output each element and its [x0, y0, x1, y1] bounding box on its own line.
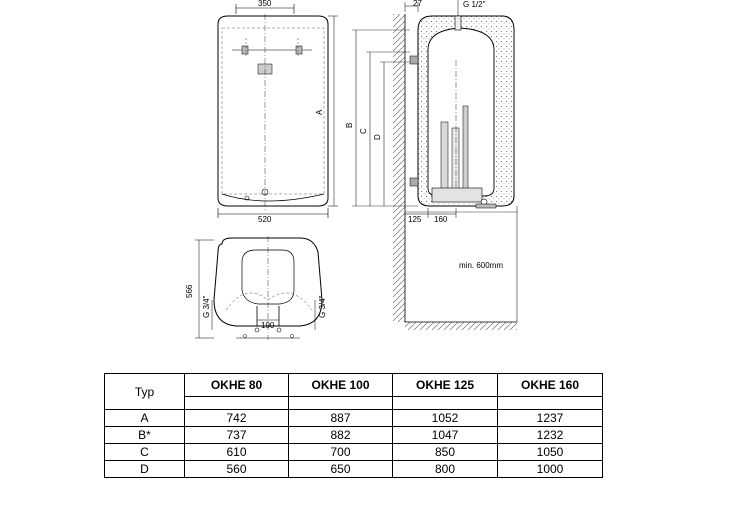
model-header: OKHE 125: [393, 374, 498, 397]
table-row: [105, 410, 603, 427]
pipe-right-label: G 3/4": [318, 295, 327, 318]
bottom-depth-label: 566: [185, 284, 194, 298]
table-cell: 850: [393, 444, 498, 461]
row-label: B*: [105, 427, 185, 444]
dim-d-label: D: [373, 134, 382, 140]
dim-b-label: B: [345, 122, 354, 128]
front-view: [218, 0, 338, 224]
empty-cell: [393, 397, 498, 410]
table-cell: 560: [185, 461, 289, 478]
empty-cell: [289, 397, 393, 410]
table-cell: 1050: [498, 444, 603, 461]
table-cell: 887: [289, 410, 393, 427]
clearance-label: min. 600mm: [459, 261, 504, 270]
row-label: D: [105, 461, 185, 478]
model-header: OKHE 80: [185, 374, 289, 397]
table-cell: 800: [393, 461, 498, 478]
model-header: OKHE 160: [498, 374, 603, 397]
bottom-dim-2-label: 160: [434, 215, 448, 224]
table-cell: 1000: [498, 461, 603, 478]
table-cell: 737: [185, 427, 289, 444]
table-cell: 882: [289, 427, 393, 444]
front-width-top-label: 350: [258, 0, 272, 8]
table-row: [105, 427, 603, 444]
row-label: C: [105, 444, 185, 461]
model-header: OKHE 100: [289, 374, 393, 397]
table-corner-cell: Typ: [105, 374, 185, 410]
table-cell: 700: [289, 444, 393, 461]
top-pipe-label: G 1/2": [463, 0, 486, 9]
table-cell: 742: [185, 410, 289, 427]
empty-cell: [498, 397, 603, 410]
table-cell: 650: [289, 461, 393, 478]
dim-a-label: A: [315, 109, 324, 115]
pipe-spacing-label: 100: [261, 321, 275, 330]
dim-c-label: C: [359, 128, 368, 134]
pipe-left-label: G 3/4": [202, 295, 211, 318]
row-label: A: [105, 410, 185, 427]
table-cell: 1047: [393, 427, 498, 444]
table-row: [105, 444, 603, 461]
table-cell: 1237: [498, 410, 603, 427]
bottom-dim-1-label: 125: [408, 215, 422, 224]
dimensions-table: [104, 373, 603, 478]
table-cell: 610: [185, 444, 289, 461]
table-cell: 1052: [393, 410, 498, 427]
empty-cell: [185, 397, 289, 410]
table-row: [105, 461, 603, 478]
table-cell: 1232: [498, 427, 603, 444]
table-header-row: [105, 374, 603, 397]
bottom-view: [185, 236, 327, 340]
wall-offset-label: 27: [413, 0, 422, 8]
side-view: [345, 0, 517, 330]
front-width-bottom-label: 520: [258, 215, 272, 224]
